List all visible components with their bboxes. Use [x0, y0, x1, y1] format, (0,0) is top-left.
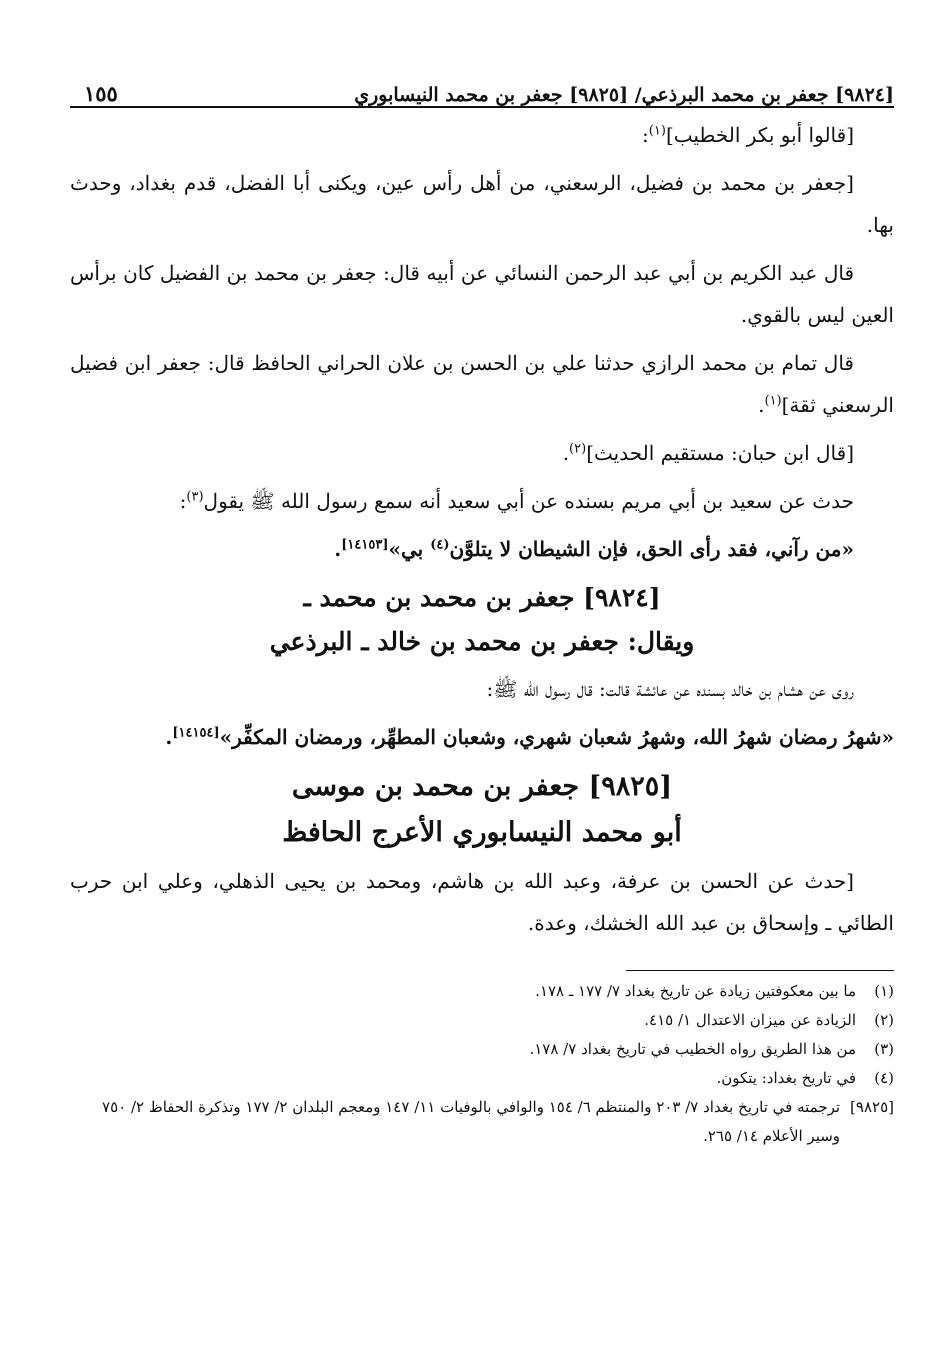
entry-9824-paragraph-1: روى عن هشام بن خالد بسنده عن عائشة قالت: قال رسول الله ﷺ:	[486, 677, 854, 701]
footnote-ref: (١)	[648, 123, 666, 139]
footnote: (٣) من هذا الطريق رواه الخطيب في تاريخ بغداد ٧/ ١٧٨.	[529, 1040, 894, 1058]
paragraph-6: حدث عن سعيد بن أبي مريم بسنده عن أبي سعيد أنه سمع رسول الله ﷺ يقول$^{(٣)}$:	[179, 489, 854, 513]
footnote: (١) ما بين معكوفتين زيادة عن تاريخ بغداد ٧/ ١٧٧ ـ ١٧٨.	[535, 982, 894, 1000]
footnote: (٢) الزيادة عن ميزان الاعتدال ١/ ٤١٥.	[644, 1011, 894, 1029]
entry-title-9824: [٩٨٢٤] جعفر بن محمد بن محمد ـ ويقال: جعفر بن محمد بن خالد ـ البرذعي	[269, 583, 695, 656]
paragraph-3: قال عبد الكريم بن أبي عبد الرحمن النسائي عن أبيه قال: جعفر بن محمد بن الفضيل كان برأس العين ليس بالقوي.	[70, 261, 894, 327]
page-number: ١٥٥	[84, 81, 118, 106]
footnote-ref: (١)	[764, 393, 782, 409]
paragraph-1: [قالوا أبو بكر الخطيب]$^{(١)}$:	[642, 123, 854, 147]
footnote-ref: (٣)	[186, 489, 204, 505]
entry-9825-paragraph-1: [حدث عن الحسن بن عرفة، وعبد الله بن هاشم، ومحمد بن يحيى الذهلي، وعلي ابن حرب الطائي ـ وإسحاق بن عبد الله الخشك، وعدة.	[70, 869, 894, 935]
footnote: (٤) في تاريخ بغداد: يتكون.	[716, 1069, 894, 1087]
entry-9824-hadith-quote: «شهرُ رمضان شهرُ الله، وشهرُ شعبان شهري، وشعبان المطهِّر، ورمضان المكفِّر»[١٤١٥٤].	[165, 725, 894, 749]
footnote-divider	[626, 970, 894, 971]
footnote-ref: (٤)	[430, 537, 450, 553]
running-title: [٩٨٢٤] جعفر بن محمد البرذعي/ [٩٨٢٥] جعفر بن محمد النيسابوري	[354, 84, 894, 106]
main-text	[70, 114, 894, 944]
hadith-number: [١٤١٥٤]	[172, 725, 220, 741]
footnotes	[70, 970, 894, 1151]
paragraph-5: [قال ابن حبان: مستقيم الحديث]$^{(٢)}$.	[562, 441, 854, 465]
hadith-quote: «من رآني، فقد رأى الحق، فإن الشيطان لا يتلوَّن$^{(٤)}$ بي»[١٤١٥٣].	[334, 537, 854, 561]
footnote-ref: (٢)	[569, 441, 587, 457]
footnote: [٩٨٢٥] ترجمته في تاريخ بغداد ٧/ ٢٠٣ والمنتظم ٦/ ١٥٤ والوافي بالوفيات ١١/ ١٤٧ ومعجم البلدان ٢/ ١٧٧ وتذكرة الحفاظ ٢/ ٧٥٠ وسير الأعلام ١٤/ ٢٦٥.	[102, 1098, 894, 1145]
book-page	[70, 62, 894, 1151]
page-header	[70, 62, 894, 108]
paragraph-2: [جعفر بن محمد بن فضيل، الرسعني، من أهل رأس عين، ويكنى أبا الفضل، قدم بغداد، وحدث بها.	[70, 171, 894, 237]
hadith-number: [١٤١٥٣]	[341, 537, 389, 553]
paragraph-4: قال تمام بن محمد الرازي حدثنا علي بن الحسن بن علان الحراني الحافظ قال: جعفر ابن فضيل الرسعني ثقة]$^{(١)}$.	[70, 351, 894, 417]
entry-title-9825: [٩٨٢٥] جعفر بن محمد بن موسى أبو محمد النيسابوري الأعرج الحافظ	[282, 771, 682, 848]
